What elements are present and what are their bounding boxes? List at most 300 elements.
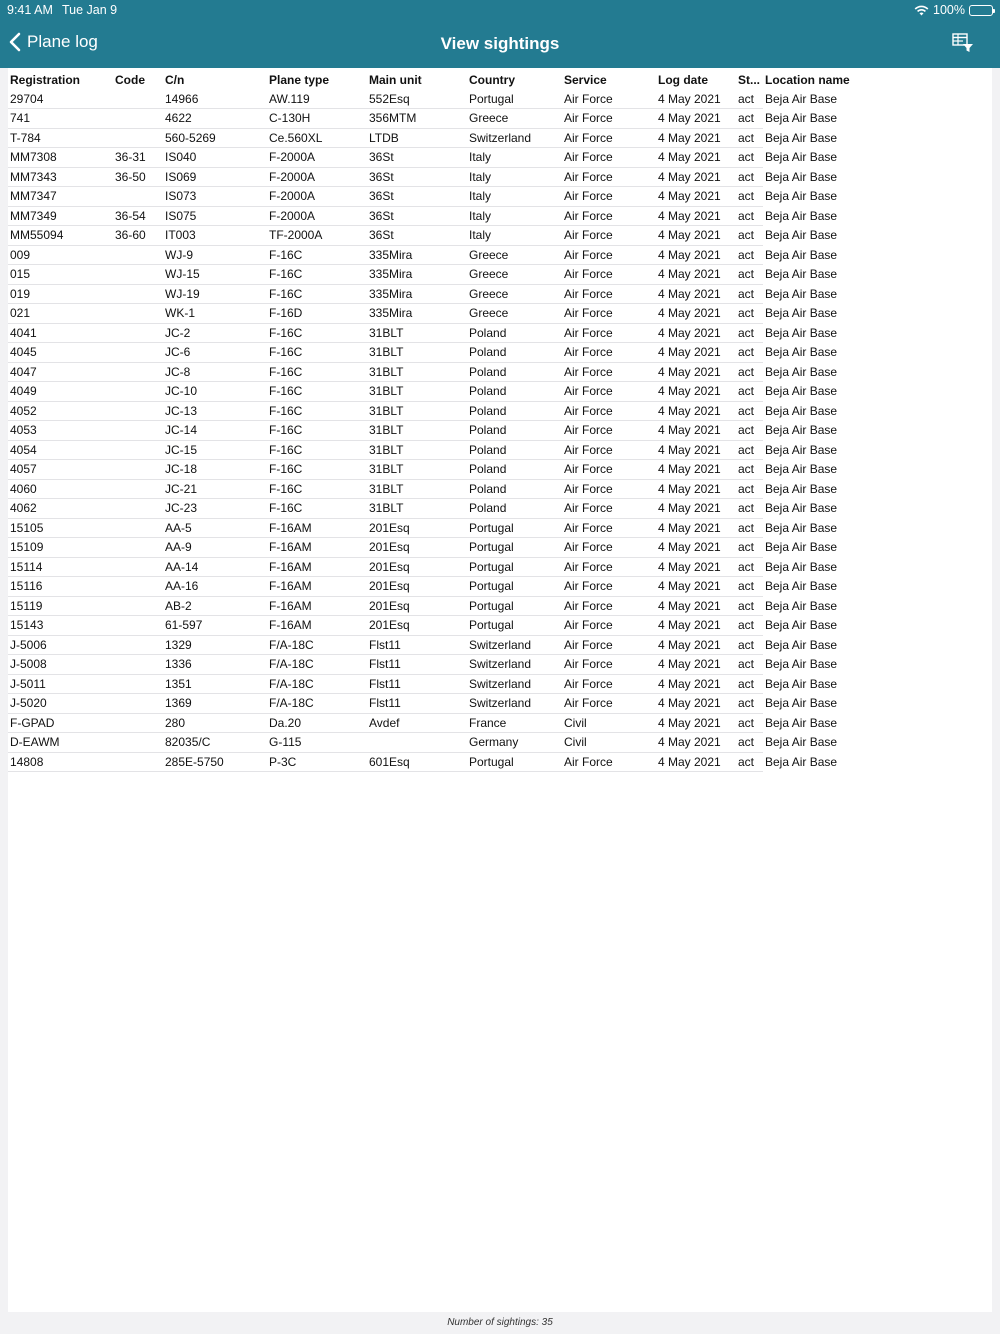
cell-location-name: Beja Air Base (765, 559, 838, 574)
cell-plane-type: C-130H (267, 109, 367, 129)
cell-status: act (736, 538, 763, 558)
cell-registration: 15143 (8, 616, 113, 636)
cell-service: Air Force (562, 128, 656, 148)
cell-plane-type: F-2000A (267, 206, 367, 226)
cell-log-date: 4 May 2021 (656, 440, 736, 460)
cell-main-unit: 31BLT (367, 323, 467, 343)
table-row[interactable] (8, 362, 992, 382)
cell-service: Air Force (562, 304, 656, 324)
cell-service: Air Force (562, 460, 656, 480)
cell-country: Greece (467, 109, 562, 129)
cell-service: Air Force (562, 518, 656, 538)
cell-cn: 1369 (163, 694, 267, 714)
cell-service: Air Force (562, 323, 656, 343)
cell-status: act (736, 226, 763, 246)
cell-main-unit: 36St (367, 167, 467, 187)
cell-country: Poland (467, 479, 562, 499)
table-row[interactable] (8, 538, 992, 558)
cell-country: Italy (467, 187, 562, 207)
cell-cn: 285E-5750 (163, 752, 267, 772)
cell-main-unit: 356MTM (367, 109, 467, 129)
cell-country: Portugal (467, 616, 562, 636)
cell-code (113, 557, 163, 577)
cell-cn: 1336 (163, 655, 267, 675)
cell-code (113, 440, 163, 460)
cell-log-date: 4 May 2021 (656, 557, 736, 577)
cell-service: Air Force (562, 479, 656, 499)
cell-status: act (736, 752, 763, 772)
sightings-table (8, 68, 992, 772)
cell-service: Air Force (562, 187, 656, 207)
cell-registration: T-784 (8, 128, 113, 148)
cell-code (113, 460, 163, 480)
table-row[interactable] (8, 674, 992, 694)
cell-service: Air Force (562, 440, 656, 460)
cell-status: act (736, 304, 763, 324)
cell-registration: 009 (8, 245, 113, 265)
cell-country: Switzerland (467, 128, 562, 148)
table-row[interactable] (8, 284, 992, 304)
cell-log-date: 4 May 2021 (656, 401, 736, 421)
sightings-table-container[interactable] (8, 68, 992, 1312)
cell-registration: 4041 (8, 323, 113, 343)
table-row[interactable] (8, 323, 992, 343)
cell-location-name: Beja Air Base (765, 111, 838, 126)
column-header-registration[interactable]: Registration (10, 73, 81, 87)
cell-status: act (736, 713, 763, 733)
cell-main-unit: 201Esq (367, 596, 467, 616)
table-row[interactable] (8, 304, 992, 324)
cell-country: Poland (467, 362, 562, 382)
table-row[interactable] (8, 713, 992, 733)
cell-cn: AA-5 (163, 518, 267, 538)
cell-cn: JC-2 (163, 323, 267, 343)
cell-registration: 019 (8, 284, 113, 304)
table-row[interactable] (8, 187, 992, 207)
column-header-country[interactable]: Country (469, 73, 515, 87)
cell-registration: 4062 (8, 499, 113, 519)
cell-cn: WK-1 (163, 304, 267, 324)
cell-location-name: Beja Air Base (765, 189, 838, 204)
status-right (914, 3, 993, 17)
cell-cn: 4622 (163, 109, 267, 129)
cell-main-unit: 201Esq (367, 557, 467, 577)
cell-code (113, 752, 163, 772)
cell-code (113, 538, 163, 558)
cell-plane-type: F-16C (267, 382, 367, 402)
cell-code (113, 421, 163, 441)
cell-cn: IS073 (163, 187, 267, 207)
table-row[interactable] (8, 577, 992, 597)
cell-plane-type: F-16C (267, 479, 367, 499)
cell-status: act (736, 109, 763, 129)
cell-plane-type: Ce.560XL (267, 128, 367, 148)
cell-main-unit: 36St (367, 206, 467, 226)
cell-plane-type: F/A-18C (267, 694, 367, 714)
status-date: Tue Jan 9 (62, 3, 118, 17)
cell-registration: 4049 (8, 382, 113, 402)
column-header-main-unit[interactable]: Main unit (369, 73, 422, 87)
cell-log-date: 4 May 2021 (656, 187, 736, 207)
cell-status: act (736, 499, 763, 519)
cell-location-name: Beja Air Base (765, 618, 838, 633)
cell-plane-type: F/A-18C (267, 655, 367, 675)
cell-location-name: Beja Air Base (765, 481, 838, 496)
cell-plane-type: F-2000A (267, 187, 367, 207)
cell-country: Poland (467, 499, 562, 519)
cell-cn: JC-14 (163, 421, 267, 441)
cell-log-date: 4 May 2021 (656, 109, 736, 129)
cell-registration: 741 (8, 109, 113, 129)
cell-registration: J-5006 (8, 635, 113, 655)
cell-log-date: 4 May 2021 (656, 616, 736, 636)
cell-country: Italy (467, 226, 562, 246)
column-header-cn[interactable]: C/n (165, 73, 185, 87)
cell-status: act (736, 479, 763, 499)
cell-plane-type: F-16C (267, 401, 367, 421)
cell-main-unit: 31BLT (367, 401, 467, 421)
cell-cn: AA-16 (163, 577, 267, 597)
cell-status: act (736, 148, 763, 168)
cell-registration: J-5020 (8, 694, 113, 714)
cell-status: act (736, 460, 763, 480)
table-row[interactable] (8, 421, 992, 441)
table-row[interactable] (8, 401, 992, 421)
cell-main-unit: 31BLT (367, 460, 467, 480)
cell-location-name: Beja Air Base (765, 657, 838, 672)
cell-service: Air Force (562, 635, 656, 655)
cell-registration: 4054 (8, 440, 113, 460)
cell-location-name: Beja Air Base (765, 423, 838, 438)
cell-plane-type: F-16C (267, 323, 367, 343)
cell-main-unit: 36St (367, 148, 467, 168)
cell-cn: JC-18 (163, 460, 267, 480)
cell-service: Air Force (562, 674, 656, 694)
cell-country: Greece (467, 304, 562, 324)
cell-main-unit: 335Mira (367, 284, 467, 304)
cell-service: Air Force (562, 265, 656, 285)
cell-country: Portugal (467, 538, 562, 558)
cell-code: 36-31 (113, 148, 163, 168)
table-row[interactable] (8, 557, 992, 577)
cell-country: Portugal (467, 518, 562, 538)
cell-registration: MM55094 (8, 226, 113, 246)
column-header-plane-type[interactable]: Plane type (269, 73, 330, 87)
cell-status: act (736, 128, 763, 148)
table-row[interactable] (8, 616, 992, 636)
cell-location-name: Beja Air Base (765, 384, 838, 399)
cell-cn: IS075 (163, 206, 267, 226)
cell-status: act (736, 518, 763, 538)
cell-plane-type: F-2000A (267, 167, 367, 187)
table-row[interactable] (8, 128, 992, 148)
table-row[interactable] (8, 226, 992, 246)
cell-location-name: Beja Air Base (765, 364, 838, 379)
cell-plane-type: F-16AM (267, 538, 367, 558)
cell-service: Air Force (562, 557, 656, 577)
back-button-label: Plane log (27, 32, 98, 51)
cell-service: Air Force (562, 596, 656, 616)
cell-registration: 14808 (8, 752, 113, 772)
cell-registration: MM7308 (8, 148, 113, 168)
cell-code (113, 499, 163, 519)
cell-log-date: 4 May 2021 (656, 284, 736, 304)
cell-log-date: 4 May 2021 (656, 499, 736, 519)
cell-location-name: Beja Air Base (765, 91, 838, 106)
cell-main-unit: 31BLT (367, 479, 467, 499)
cell-service: Air Force (562, 148, 656, 168)
cell-country: Poland (467, 401, 562, 421)
cell-main-unit: 31BLT (367, 421, 467, 441)
table-row[interactable] (8, 109, 992, 129)
cell-status: act (736, 421, 763, 441)
table-row[interactable] (8, 382, 992, 402)
cell-location-name: Beja Air Base (765, 208, 838, 223)
cell-location-name: Beja Air Base (765, 637, 838, 652)
cell-location-name: Beja Air Base (765, 696, 838, 711)
cell-location-name: Beja Air Base (765, 501, 838, 516)
cell-location-name: Beja Air Base (765, 462, 838, 477)
table-filter-icon (952, 33, 974, 53)
cell-country: Poland (467, 343, 562, 363)
cell-code: 36-54 (113, 206, 163, 226)
cell-registration: J-5008 (8, 655, 113, 675)
column-header-status[interactable]: St... (738, 73, 761, 87)
cell-status: act (736, 382, 763, 402)
cell-country: Poland (467, 421, 562, 441)
cell-cn: AA-9 (163, 538, 267, 558)
cell-service: Air Force (562, 167, 656, 187)
cell-cn: JC-8 (163, 362, 267, 382)
cell-country: Poland (467, 440, 562, 460)
cell-service: Air Force (562, 401, 656, 421)
cell-main-unit: 201Esq (367, 616, 467, 636)
cell-plane-type: TF-2000A (267, 226, 367, 246)
cell-cn: 14966 (163, 89, 267, 109)
column-header-code[interactable]: Code (115, 73, 145, 87)
cell-cn: JC-15 (163, 440, 267, 460)
table-row[interactable] (8, 343, 992, 363)
cell-cn: AB-2 (163, 596, 267, 616)
cell-cn: JC-13 (163, 401, 267, 421)
cell-plane-type: F-16C (267, 265, 367, 285)
cell-service: Air Force (562, 421, 656, 441)
cell-log-date: 4 May 2021 (656, 460, 736, 480)
cell-plane-type: F-16C (267, 499, 367, 519)
cell-log-date: 4 May 2021 (656, 128, 736, 148)
cell-country: Italy (467, 206, 562, 226)
navigation-bar (0, 20, 1000, 68)
cell-location-name: Beja Air Base (765, 540, 838, 555)
cell-country: Greece (467, 245, 562, 265)
cell-cn: IT003 (163, 226, 267, 246)
cell-code (113, 694, 163, 714)
cell-status: act (736, 655, 763, 675)
cell-status: act (736, 245, 763, 265)
cell-registration: 15109 (8, 538, 113, 558)
cell-code (113, 655, 163, 675)
cell-main-unit: Flst11 (367, 655, 467, 675)
table-row[interactable] (8, 518, 992, 538)
cell-main-unit: 31BLT (367, 499, 467, 519)
cell-code (113, 635, 163, 655)
column-header-log-date[interactable]: Log date (658, 73, 708, 87)
cell-registration: 4045 (8, 343, 113, 363)
cell-main-unit: 31BLT (367, 362, 467, 382)
cell-registration: 4047 (8, 362, 113, 382)
cell-plane-type: F/A-18C (267, 635, 367, 655)
cell-location-name: Beja Air Base (765, 286, 838, 301)
cell-service: Air Force (562, 343, 656, 363)
table-row[interactable] (8, 596, 992, 616)
cell-main-unit: 601Esq (367, 752, 467, 772)
cell-country: Switzerland (467, 655, 562, 675)
cell-main-unit: Flst11 (367, 674, 467, 694)
cell-log-date: 4 May 2021 (656, 674, 736, 694)
cell-location-name: Beja Air Base (765, 520, 838, 535)
cell-main-unit: LTDB (367, 128, 467, 148)
table-row[interactable] (8, 460, 992, 480)
cell-code (113, 245, 163, 265)
cell-log-date: 4 May 2021 (656, 479, 736, 499)
cell-log-date: 4 May 2021 (656, 226, 736, 246)
cell-service: Air Force (562, 284, 656, 304)
cell-plane-type: F-16C (267, 362, 367, 382)
battery-icon (969, 5, 993, 16)
cell-cn: JC-6 (163, 343, 267, 363)
cell-cn: 1329 (163, 635, 267, 655)
cell-code (113, 616, 163, 636)
cell-code: 36-50 (113, 167, 163, 187)
cell-main-unit: 201Esq (367, 538, 467, 558)
table-filter-button[interactable] (952, 33, 974, 58)
cell-registration: 4060 (8, 479, 113, 499)
cell-main-unit: 335Mira (367, 265, 467, 285)
cell-code (113, 89, 163, 109)
cell-location-name: Beja Air Base (765, 306, 838, 321)
cell-registration: 4057 (8, 460, 113, 480)
column-header-service[interactable]: Service (564, 73, 607, 87)
table-row[interactable] (8, 635, 992, 655)
cell-log-date: 4 May 2021 (656, 518, 736, 538)
cell-location-name: Beja Air Base (765, 325, 838, 340)
cell-main-unit: 201Esq (367, 577, 467, 597)
table-row[interactable] (8, 479, 992, 499)
cell-log-date: 4 May 2021 (656, 206, 736, 226)
cell-location-name: Beja Air Base (765, 676, 838, 691)
cell-cn: 61-597 (163, 616, 267, 636)
cell-cn: JC-21 (163, 479, 267, 499)
cell-status: act (736, 284, 763, 304)
cell-location-name: Beja Air Base (765, 247, 838, 262)
cell-status: act (736, 557, 763, 577)
table-row[interactable] (8, 245, 992, 265)
cell-plane-type: F-16C (267, 343, 367, 363)
cell-plane-type: P-3C (267, 752, 367, 772)
cell-log-date: 4 May 2021 (656, 323, 736, 343)
cell-registration: F-GPAD (8, 713, 113, 733)
cell-location-name: Beja Air Base (765, 130, 838, 145)
table-row[interactable] (8, 206, 992, 226)
cell-code (113, 713, 163, 733)
cell-cn: JC-10 (163, 382, 267, 402)
table-body (8, 89, 992, 772)
cell-service: Air Force (562, 616, 656, 636)
cell-plane-type: F-16AM (267, 596, 367, 616)
status-time: 9:41 AM (7, 3, 53, 17)
cell-main-unit: 36St (367, 226, 467, 246)
cell-main-unit: 335Mira (367, 245, 467, 265)
cell-status: act (736, 440, 763, 460)
cell-location-name: Beja Air Base (765, 267, 838, 282)
cell-main-unit (367, 733, 467, 753)
cell-status: act (736, 323, 763, 343)
cell-plane-type: F-16D (267, 304, 367, 324)
cell-country: Italy (467, 167, 562, 187)
cell-country: Switzerland (467, 635, 562, 655)
cell-log-date: 4 May 2021 (656, 265, 736, 285)
table-row[interactable] (8, 694, 992, 714)
cell-registration: 15119 (8, 596, 113, 616)
table-row[interactable] (8, 265, 992, 285)
cell-main-unit: Flst11 (367, 694, 467, 714)
cell-log-date: 4 May 2021 (656, 343, 736, 363)
cell-main-unit: 36St (367, 187, 467, 207)
table-row[interactable] (8, 752, 992, 772)
cell-registration: 29704 (8, 89, 113, 109)
cell-code (113, 596, 163, 616)
cell-log-date: 4 May 2021 (656, 362, 736, 382)
cell-log-date: 4 May 2021 (656, 577, 736, 597)
cell-registration: 4053 (8, 421, 113, 441)
cell-cn: IS069 (163, 167, 267, 187)
cell-service: Air Force (562, 752, 656, 772)
sightings-count: Number of sightings: 35 (447, 1317, 553, 1328)
cell-main-unit: 31BLT (367, 343, 467, 363)
cell-registration: 15114 (8, 557, 113, 577)
table-row[interactable] (8, 89, 992, 109)
cell-plane-type: F-16C (267, 440, 367, 460)
cell-cn: WJ-15 (163, 265, 267, 285)
cell-country: Portugal (467, 89, 562, 109)
cell-country: Poland (467, 382, 562, 402)
table-row[interactable] (8, 499, 992, 519)
table-row[interactable] (8, 655, 992, 675)
cell-country: Italy (467, 148, 562, 168)
cell-service: Civil (562, 713, 656, 733)
cell-country: Switzerland (467, 674, 562, 694)
table-row[interactable] (8, 148, 992, 168)
cell-registration: MM7347 (8, 187, 113, 207)
table-row[interactable] (8, 440, 992, 460)
cell-code (113, 128, 163, 148)
cell-service: Air Force (562, 538, 656, 558)
cell-registration: MM7349 (8, 206, 113, 226)
column-header-location-name[interactable]: Location name (765, 73, 850, 87)
table-row[interactable] (8, 733, 992, 753)
cell-log-date: 4 May 2021 (656, 694, 736, 714)
cell-code (113, 343, 163, 363)
cell-log-date: 4 May 2021 (656, 382, 736, 402)
cell-country: France (467, 713, 562, 733)
cell-plane-type: F-16AM (267, 518, 367, 538)
cell-service: Air Force (562, 499, 656, 519)
cell-main-unit: 552Esq (367, 89, 467, 109)
table-row[interactable] (8, 167, 992, 187)
cell-country: Greece (467, 265, 562, 285)
cell-registration: 15116 (8, 577, 113, 597)
cell-code (113, 733, 163, 753)
